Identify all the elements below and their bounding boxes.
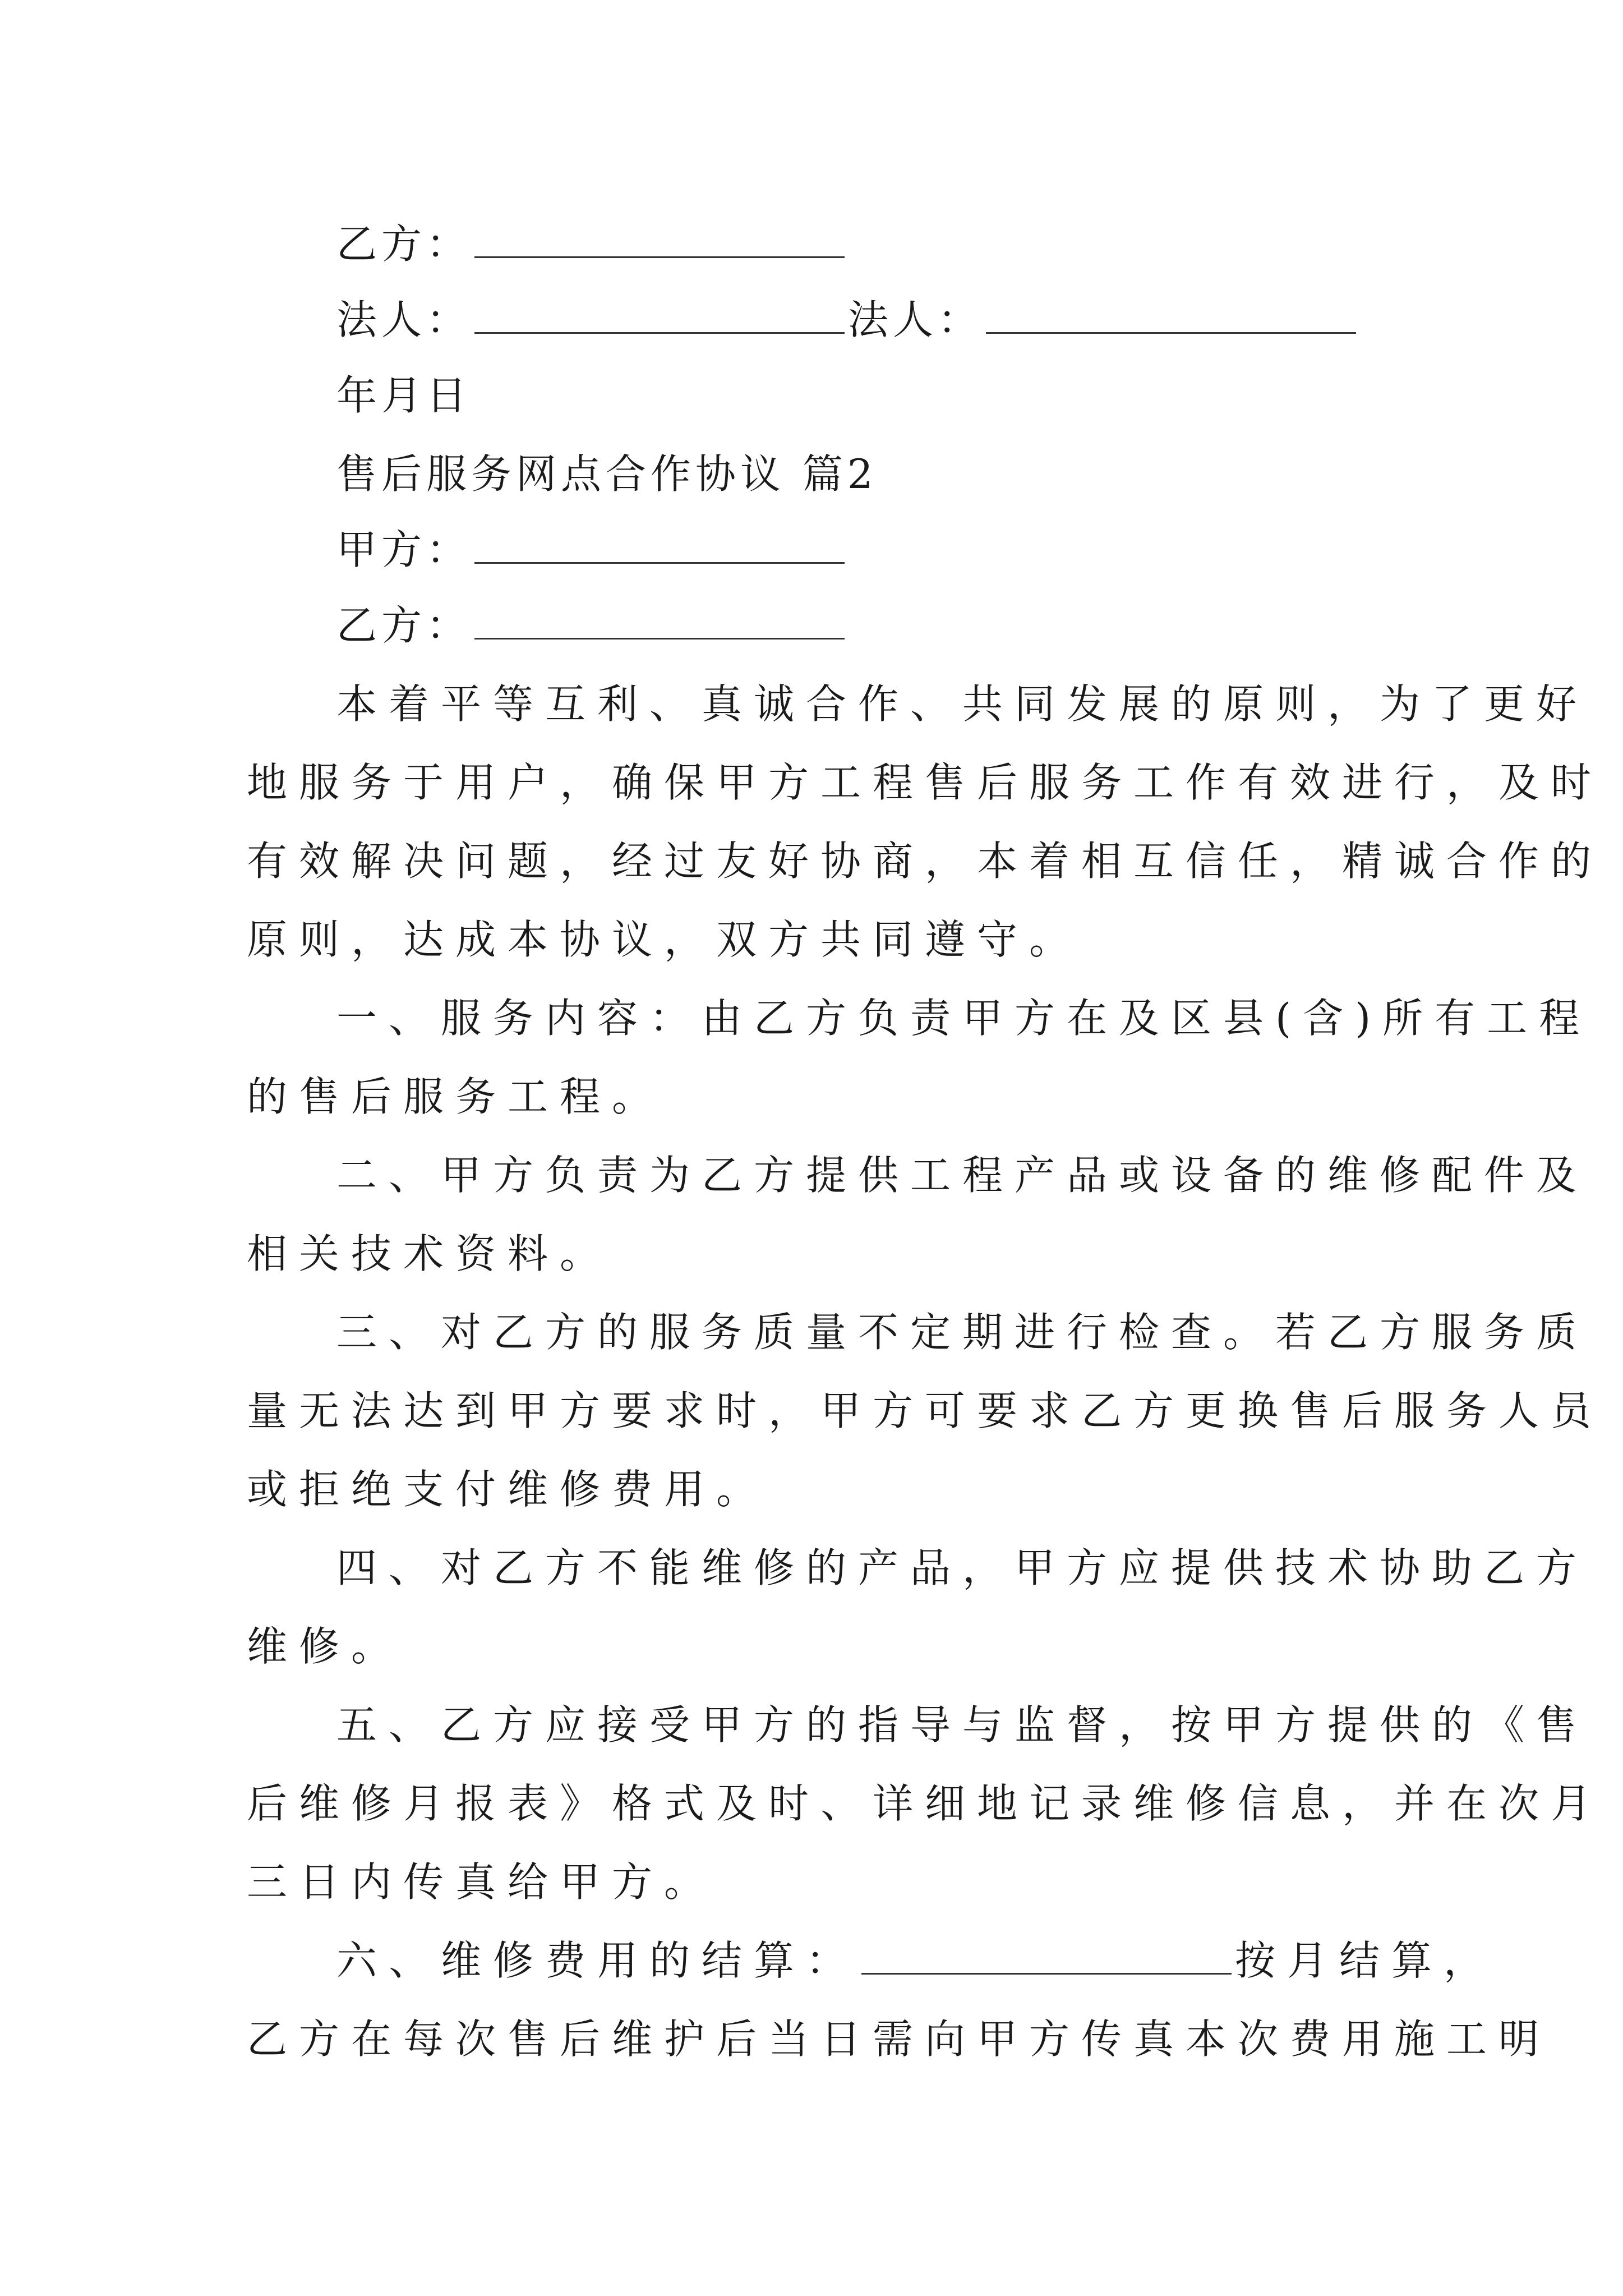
clause6-suffix: 按月结算， (1235, 1937, 1496, 1984)
yi-fang-label: 乙方： (336, 602, 472, 649)
clause6-prefix: 六、维修费用的结算： (336, 1937, 859, 1984)
clause6-fee-blank[interactable] (861, 1939, 1232, 1975)
clause5-line-3: 三日内传真给甲方。 (247, 1858, 717, 1906)
jia-fang-line (336, 522, 848, 578)
section-title: 售后服务网点合作协议 篇2 (336, 450, 878, 498)
yi-fang-line-2 (336, 597, 848, 654)
clause5-line-1: 五、乙方应接受甲方的指导与监督，按甲方提供的《售 (336, 1701, 1589, 1749)
faren-blank-2[interactable] (986, 298, 1356, 334)
clause2-line-2: 相关技术资料。 (247, 1230, 612, 1277)
clause1-line-1: 一、服务内容：由乙方负责甲方在及区县(含)所有工程 (336, 995, 1592, 1042)
date-line: 年月日 (336, 372, 472, 419)
clause2-line-1: 二、甲方负责为乙方提供工程产品或设备的维修配件及 (336, 1152, 1589, 1199)
yi-fang-line-1 (336, 216, 848, 272)
intro-line-1: 本着平等互利、真诚合作、共同发展的原则，为了更好 (336, 680, 1589, 728)
intro-line-3: 有效解决问题，经过友好协商，本着相互信任，精诚合作的 (247, 838, 1603, 885)
faren-label-2: 法人： (848, 296, 983, 343)
clause3-line-2: 量无法达到甲方要求时，甲方可要求乙方更换售后服务人员 (247, 1387, 1603, 1434)
clause3-line-3: 或拒绝支付维修费用。 (247, 1466, 769, 1513)
yi-fang-blank[interactable] (474, 223, 845, 258)
yi-fang-label: 乙方： (336, 220, 472, 268)
faren-blank-1[interactable] (474, 298, 845, 334)
clause4-line-1: 四、对乙方不能维修的产品，甲方应提供技术协助乙方 (336, 1544, 1589, 1591)
intro-line-2: 地服务于用户，确保甲方工程售后服务工作有效进行，及时 (247, 759, 1603, 806)
faren-label-1: 法人： (336, 296, 472, 343)
clause5-line-2: 后维修月报表》格式及时、详细地记录维修信息，并在次月 (247, 1780, 1603, 1827)
clause4-line-2: 维修。 (247, 1623, 404, 1670)
clause3-line-1: 三、对乙方的服务质量不定期进行检查。若乙方服务质 (336, 1309, 1589, 1356)
jia-fang-label: 甲方： (336, 526, 472, 573)
clause6-line-2: 乙方在每次售后维护后当日需向甲方传真本次费用施工明 (247, 2016, 1551, 2063)
clause6-line-1 (336, 1932, 1496, 1989)
faren-line (336, 292, 1359, 348)
yi-fang-blank[interactable] (474, 604, 845, 639)
jia-fang-blank[interactable] (474, 528, 845, 564)
clause1-line-2: 的售后服务工程。 (247, 1073, 665, 1120)
intro-line-4: 原则，达成本协议，双方共同遵守。 (247, 916, 1082, 963)
